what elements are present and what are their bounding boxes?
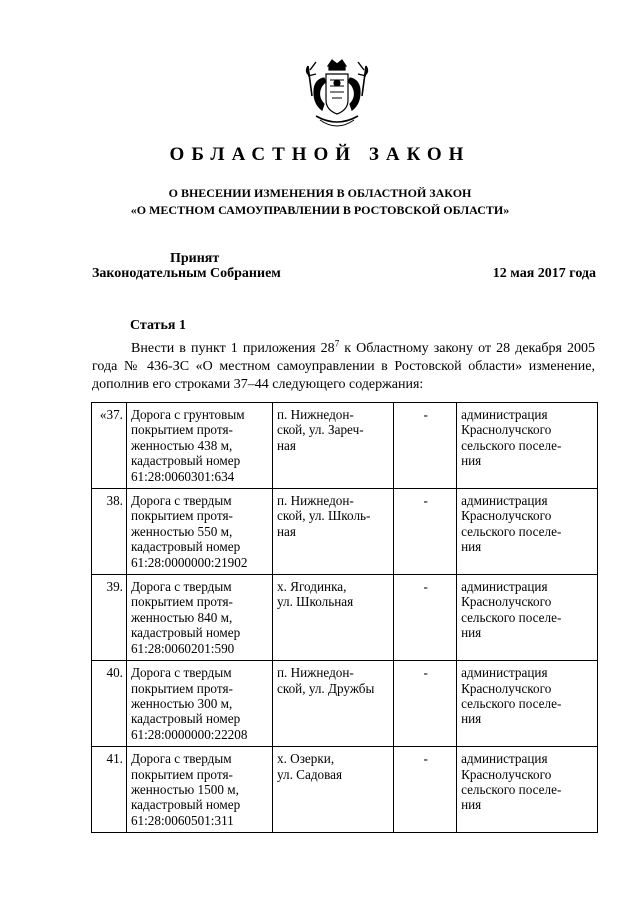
admin-line: сельского поселе- xyxy=(461,523,562,539)
empty-value-cell: - xyxy=(394,575,457,661)
desc-line: покрытием протя- xyxy=(130,766,233,782)
admin-line: ния xyxy=(461,539,482,555)
admin-line: Краснолучского xyxy=(461,594,552,610)
article-superscript: 7 xyxy=(334,338,340,349)
table-row xyxy=(92,403,598,489)
admin-line: Краснолучского xyxy=(461,508,552,524)
road-description-cell xyxy=(126,489,272,575)
row-number-cell: 38. xyxy=(92,489,127,575)
desc-line: кадастровый номер xyxy=(130,453,241,469)
admin-line: ния xyxy=(461,453,482,469)
road-location-cell xyxy=(272,575,393,661)
desc-line: Дорога с твердым xyxy=(130,579,232,595)
road-location-cell xyxy=(272,403,393,489)
row-number-cell: 41. xyxy=(92,747,127,833)
road-location-cell xyxy=(272,747,393,833)
admin-line: сельского поселе- xyxy=(461,437,562,453)
desc-line: Дорога с твердым xyxy=(130,493,232,509)
admin-line: Краснолучского xyxy=(461,766,552,782)
administration-cell xyxy=(457,403,598,489)
loc-line: ской, ул. Школь- xyxy=(276,508,371,524)
law-subtitle-line-2: «О МЕСТНОМ САМОУПРАВЛЕНИИ В РОСТОВСКОЙ ОБЛАСТИ» xyxy=(130,203,510,217)
empty-value-cell: - xyxy=(394,661,457,747)
desc-line: кадастровый номер xyxy=(130,625,241,641)
loc-line: ул. Садовая xyxy=(276,766,343,782)
desc-line: женностью 840 м, xyxy=(130,609,233,625)
adopting-body: Законодательным Собранием xyxy=(92,266,281,281)
desc-line: покрытием протя- xyxy=(130,680,233,696)
desc-line: 61:28:0000000:22208 xyxy=(130,726,248,742)
article-text-start: Внести в пункт 1 приложения 28 xyxy=(131,341,335,356)
admin-line: администрация xyxy=(461,579,548,595)
administration-cell xyxy=(457,575,598,661)
desc-line: женностью 1500 м, xyxy=(130,781,239,797)
desc-line: 61:28:0000000:21902 xyxy=(130,554,248,570)
desc-line: Дорога с твердым xyxy=(130,751,232,767)
desc-line: кадастровый номер xyxy=(130,711,241,727)
admin-line: администрация xyxy=(461,493,548,509)
law-type-title: ОБЛАСТНОЙ ЗАКОН xyxy=(169,144,471,165)
table-row xyxy=(92,661,598,747)
admin-line: ния xyxy=(461,711,482,727)
admin-line: Краснолучского xyxy=(461,680,552,696)
desc-line: 61:28:0060301:634 xyxy=(130,468,235,484)
road-description-cell xyxy=(126,661,272,747)
administration-cell xyxy=(457,661,598,747)
desc-line: женностью 550 м, xyxy=(130,523,233,539)
admin-line: ния xyxy=(461,797,482,813)
article-heading: Статья 1 xyxy=(130,318,186,333)
adopted-label: Принят xyxy=(170,251,220,266)
coat-of-arms-icon xyxy=(302,56,372,134)
table-row xyxy=(92,575,598,661)
admin-line: администрация xyxy=(461,407,548,422)
desc-line: кадастровый номер xyxy=(130,797,241,813)
law-subtitle-line-1: О ВНЕСЕНИИ ИЗМЕНЕНИЯ В ОБЛАСТНОЙ ЗАКОН xyxy=(168,186,472,200)
loc-line: ской, ул. Зареч- xyxy=(276,422,364,438)
road-location-cell xyxy=(272,661,393,747)
article-paragraph xyxy=(92,340,595,394)
road-description-cell xyxy=(126,403,272,489)
administration-cell xyxy=(457,489,598,575)
row-number-cell: «37. xyxy=(92,403,127,489)
adoption-date: 12 мая 2017 года xyxy=(492,266,596,281)
admin-line: ния xyxy=(461,625,482,641)
desc-line: 61:28:0060501:311 xyxy=(130,812,234,828)
desc-line: покрытием протя- xyxy=(130,594,233,610)
loc-line: х. Озерки, xyxy=(276,751,335,767)
table-row xyxy=(92,489,598,575)
article-text-end: к Областному закону от 28 декабря 2005 года № 436-ЗС «О местном самоуправлении в Ростовской области» изменение, дополнив его строками 37–44 следующего содержания: xyxy=(92,341,595,392)
empty-value-cell: - xyxy=(394,747,457,833)
desc-line: кадастровый номер xyxy=(130,539,241,555)
row-number-cell: 40. xyxy=(92,661,127,747)
table-row xyxy=(92,747,598,833)
road-description-cell xyxy=(126,747,272,833)
loc-line: ная xyxy=(276,523,296,539)
roads-table xyxy=(91,402,598,833)
loc-line: ул. Школьная xyxy=(276,594,354,610)
empty-value-cell: - xyxy=(394,489,457,575)
desc-line: женностью 438 м, xyxy=(130,437,233,453)
admin-line: сельского поселе- xyxy=(461,695,562,711)
row-number-cell: 39. xyxy=(92,575,127,661)
administration-cell xyxy=(457,747,598,833)
admin-line: сельского поселе- xyxy=(461,781,562,797)
loc-line: ской, ул. Дружбы xyxy=(276,680,375,696)
loc-line: п. Нижнедон- xyxy=(276,407,354,422)
admin-line: администрация xyxy=(461,665,548,681)
road-location-cell xyxy=(272,489,393,575)
loc-line: п. Нижнедон- xyxy=(276,665,354,681)
loc-line: х. Ягодинка, xyxy=(276,579,347,595)
desc-line: женностью 300 м, xyxy=(130,695,233,711)
desc-line: 61:28:0060201:590 xyxy=(130,640,235,656)
empty-value-cell: - xyxy=(394,403,457,489)
desc-line: покрытием протя- xyxy=(130,508,233,524)
loc-line: ная xyxy=(276,437,296,453)
admin-line: Краснолучского xyxy=(461,422,552,438)
desc-line: Дорога с твердым xyxy=(130,665,232,681)
admin-line: администрация xyxy=(461,751,548,767)
admin-line: сельского поселе- xyxy=(461,609,562,625)
desc-line: Дорога с грунтовым xyxy=(130,407,245,422)
loc-line: п. Нижнедон- xyxy=(276,493,354,509)
desc-line: покрытием протя- xyxy=(130,422,233,438)
road-description-cell xyxy=(126,575,272,661)
